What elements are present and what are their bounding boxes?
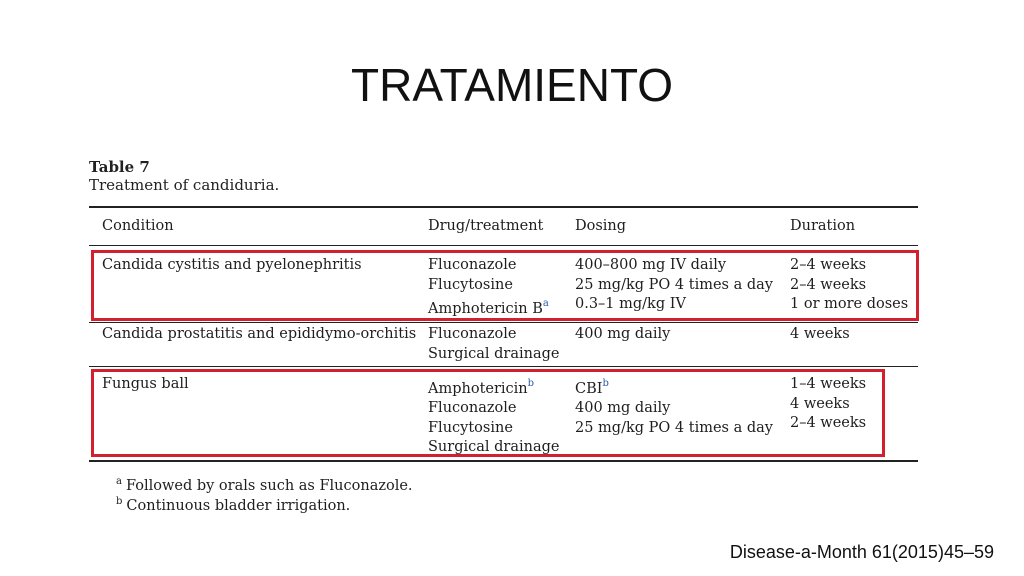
duration-item: 1 or more doses [790,296,909,312]
dosing-item: CBI [575,380,603,397]
dosing-item: 400–800 mg IV daily [575,257,727,273]
duration-cell [790,325,850,345]
drug-item: Flucytosine [428,276,513,293]
duration-item: 4 weeks [790,395,850,412]
drug-item: Surgical drainage [428,345,560,362]
duration-item: 4 weeks [790,326,850,342]
duration-item: 2–4 weeks [790,276,867,293]
highlight-box [91,369,885,457]
table-number: Table 7 [89,158,150,176]
dosing-item: 25 mg/kg PO 4 times a day [575,276,773,293]
header-duration: Duration [790,218,856,234]
footnote [116,476,413,494]
footnote-ref: a [542,298,549,309]
drug-item: Amphotericin B [428,300,543,317]
duration-item: 2–4 weeks [790,257,867,273]
header-dosing: Dosing [575,218,627,234]
condition-cell: Candida prostatitis and epididymo-orchitis [102,326,417,342]
footnote-ref: b [602,378,609,389]
footnote-mark: b [116,496,123,507]
table-caption [89,158,279,195]
table-row-divider [89,322,918,323]
footnote-text: Continuous bladder irrigation. [126,497,351,514]
citation: Disease-a-Month 61(2015)45–59 [729,542,994,562]
drug-item: Surgical drainage [428,439,560,456]
condition-cell: Candida cystitis and pyelonephritis [102,257,362,273]
slide-title: TRATAMIENTO [351,59,673,111]
drug-item: Amphotericin [428,380,528,397]
footnote-ref: b [527,378,535,389]
duration-item: 1–4 weeks [790,376,867,392]
duration-item: 2–4 weeks [790,415,867,431]
table-bottom-rule [89,460,918,462]
drug-item: Fluconazole [428,400,517,417]
header-condition: Condition [102,218,174,234]
footnote-mark: a [116,476,122,487]
condition-cell: Fungus ball [102,376,189,392]
table-row-divider [89,366,918,367]
dosing-item: 0.3–1 mg/kg IV [575,296,686,312]
table-description: Treatment of candiduria. [89,176,280,194]
drug-item: Fluconazole [428,326,517,342]
table-header-rule [89,245,918,246]
footnote [116,496,350,514]
dosing-item: 25 mg/kg PO 4 times a day [575,419,773,436]
highlight-box [91,250,919,321]
header-drug: Drug/treatment [428,218,544,234]
dosing-item: 400 mg daily [575,326,671,342]
dosing-cell [575,325,670,345]
drug-item: Fluconazole [428,257,517,273]
drug-item: Flucytosine [428,419,513,436]
table-top-rule [89,206,918,208]
drug-cell [428,325,559,364]
footnote-text: Followed by orals such as Fluconazole. [125,477,413,494]
dosing-item: 400 mg daily [575,400,671,417]
